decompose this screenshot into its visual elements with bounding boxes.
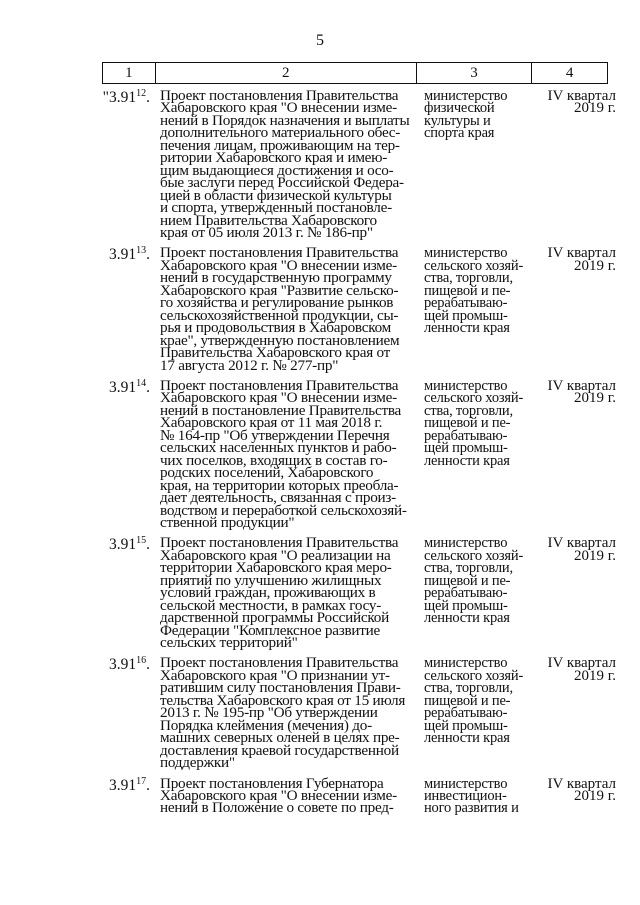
header-col-3: 3 (417, 63, 533, 83)
item-term: IV квартал 2019 г. (547, 655, 616, 684)
item-term: IV квартал 2019 г. (547, 775, 616, 805)
header-col-1: 1 (103, 63, 156, 83)
item-term: IV квартал 2019 г. (547, 535, 616, 564)
item-description: Проект постановления Правительства Хабаровского края "О внесении изме- нений в Порядок назначения и выплаты дополнительного материального обес- печения лицам, проживающим на тер- ритории Хабаровского края и имею- щим выдающиеся достижения и осо- бые заслуги перед Российской Федера- цией в области физической культуры и спорта, утвержденный постановле- нием Правительства Хабаровского края от 05 июля 2013 г. № 186-пр" (160, 87, 410, 241)
item-executor: министерство сельского хозяй- ства, торговли, пищевой и пе- рерабатываю- щей промыш- ленности края (424, 377, 524, 469)
item-executor: министерство сельского хозяй- ства, торговли, пищевой и пе- рерабатываю- щей промыш- ленности края (424, 535, 524, 627)
item-description: Проект постановления Губернатора Хабаровского края "О внесении изме- нений в Положение о совете по пред- (160, 774, 397, 817)
item-term: IV квартал 2019 г. (547, 245, 616, 274)
item-term: IV квартал 2019 г. (547, 88, 616, 117)
item-number: "3.91$^{12}$. (102, 87, 150, 106)
item-executor: министерство инвестицион- ного развития и (424, 775, 519, 817)
table-row (0, 244, 640, 374)
item-executor: министерство сельского хозяй- ства, торговли, пищевой и пе- рерабатываю- щей промыш- ленности края (424, 245, 524, 337)
item-executor: министерство физической культуры и спорта края (424, 88, 508, 142)
table-row (0, 87, 640, 241)
table-header-row (102, 62, 608, 84)
item-number: 3.91$^{16}$. (109, 655, 150, 674)
item-description: Проект постановления Правительства Хабаровского края "О внесении изме- нений в государственную программу Хабаровского края "Развитие сельско- го хозяйства и регулирование рынков сельскохозяйственной продукции, сы- рья и продовольствия в Хабаровском крае", утвержденную постановлением Правительства Хабаровского края от 17 августа 2012 г. № 277-пр" (160, 244, 400, 374)
item-term: IV квартал 2019 г. (547, 377, 616, 407)
table-body (0, 87, 640, 823)
item-number: 3.91$^{17}$. (109, 775, 150, 794)
page-number: 5 (316, 32, 324, 49)
table-row (0, 774, 640, 817)
header-col-2: 2 (156, 63, 417, 83)
table-row (0, 534, 640, 652)
item-description: Проект постановления Правительства Хабаровского края "О признании ут- ратившим силу постановления Прави- тельства Хабаровского края от 15 июля 2013 г. № 195-пр "Об утверждении Порядка клеймения (мечения) до- машних северных оленей в целях пре- доставления краевой государственной поддержки" (160, 654, 406, 772)
header-col-4: 4 (565, 65, 574, 81)
item-description: Проект постановления Правительства Хабаровского края "О внесении изме- нений в постановление Правительства Хабаровского края от 11 мая 2018 г. № 164-пр "Об утверждении Перечня сельских населенных пунктов и рабо- чих поселков, входящих в состав го- родских поселений, Хабаровского края, на территории которых преобла- дает деятельность, связанная с произ- водством и переработкой сельскохозяй- ственной продукции" (160, 376, 407, 531)
table-row (0, 654, 640, 772)
item-number: 3.91$^{15}$. (109, 535, 150, 554)
item-description: Проект постановления Правительства Хабаровского края "О реализации на территории Хабаровского края меро- приятий по улучшению жилищных условий граждан, проживающих в сельской местности, в рамках госу- дарственной программы Российской Федерации "Комплексное развитие сельских территорий" (160, 534, 399, 652)
item-executor: министерство сельского хозяй- ства, торговли, пищевой и пе- рерабатываю- щей промыш- ленности края (424, 655, 524, 747)
table-row (0, 376, 640, 531)
item-number: 3.91$^{13}$. (109, 245, 150, 264)
item-number: 3.91$^{14}$. (109, 377, 150, 396)
